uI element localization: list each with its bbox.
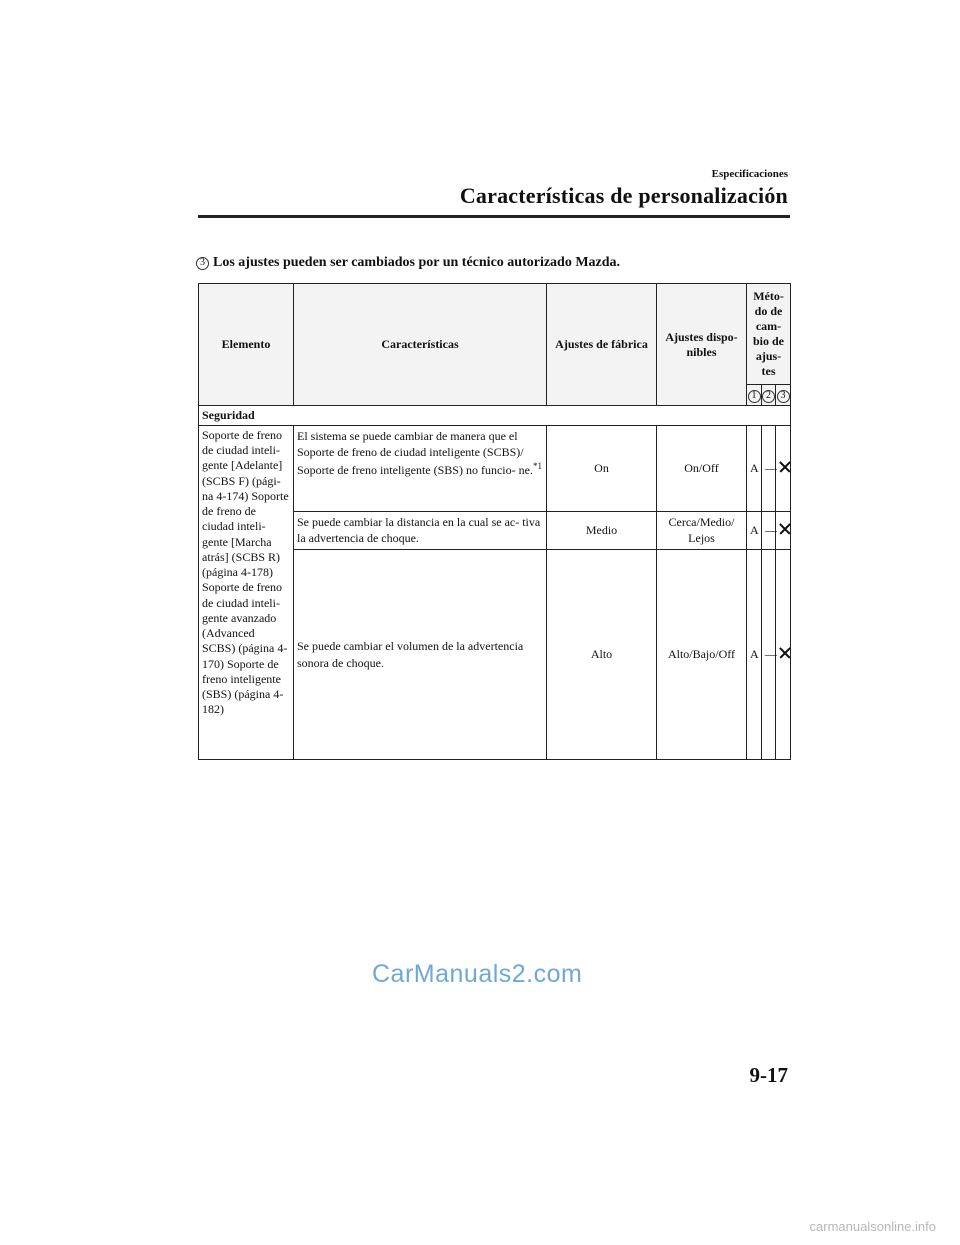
settings-table xyxy=(198,283,791,760)
note-line xyxy=(196,255,620,271)
cell-method-3 xyxy=(776,550,791,760)
cell-fabrica: Medio xyxy=(547,512,657,550)
cell-method-3 xyxy=(776,512,791,550)
page-number: 9-17 xyxy=(749,1063,788,1087)
cell-fabrica: Alto xyxy=(547,550,657,760)
cell-method-1: A xyxy=(747,512,762,550)
section-label: Especificaciones xyxy=(711,168,788,180)
header-elemento: Elemento xyxy=(199,284,294,406)
cross-icon xyxy=(779,461,791,473)
section-seguridad: Seguridad xyxy=(199,406,791,426)
header-divider xyxy=(198,215,790,218)
header-metodo: Méto- do de cam- bio de ajus- tes xyxy=(747,284,791,385)
cell-fabrica: On xyxy=(547,426,657,512)
cell-method-2: — xyxy=(762,550,776,760)
circled-number-icon: 3 xyxy=(196,257,209,270)
method-col-2 xyxy=(762,385,776,406)
note-text: Los ajustes pueden ser cambiados por un técnico autorizado Mazda. xyxy=(213,255,621,270)
header-caracteristicas: Características xyxy=(294,284,547,406)
cell-caracteristica: Se puede cambiar el volumen de la advertencia sonora de choque. xyxy=(294,550,547,760)
cell-method-2: — xyxy=(762,426,776,512)
circled-number-icon: 2 xyxy=(762,390,775,403)
cell-method-1: A xyxy=(747,550,762,760)
table-section-row xyxy=(199,406,791,426)
header-ajustes-disponibles: Ajustes dispo- nibles xyxy=(657,284,747,406)
cell-disponibles: On/Off xyxy=(657,426,747,512)
table-row xyxy=(199,426,791,512)
page-title: Características de personalización xyxy=(459,183,788,208)
header-ajustes-fabrica: Ajustes de fábrica xyxy=(547,284,657,406)
cell-elemento: Soporte de freno de ciudad inteli- gente [Adelante] (SCBS F) (pági- na 4-174) Soporte de freno de ciudad inteli- gente [Marcha atrás] (SCBS R) (página 4-178) Soporte de freno de ciudad inteli- gente avanzado (Advanced SCBS) (página 4-170) Soporte de freno inteligente (SBS) (página 4-182) xyxy=(199,426,294,760)
cross-icon xyxy=(779,523,791,535)
cell-method-1: A xyxy=(747,426,762,512)
circled-number-icon: 1 xyxy=(748,390,761,403)
cross-icon xyxy=(779,647,791,659)
cell-caracteristica: Se puede cambiar la distancia en la cual se ac- tiva la advertencia de choque. xyxy=(294,512,547,550)
cell-disponibles: Alto/Bajo/Off xyxy=(657,550,747,760)
footer-watermark: carmanualsonline.info xyxy=(809,1219,936,1234)
circled-number-icon: 3 xyxy=(777,390,790,403)
table-header-row xyxy=(199,284,791,385)
cell-disponibles: Cerca/Medio/ Lejos xyxy=(657,512,747,550)
cell-caracteristica: El sistema se puede cambiar de manera que el Soporte de freno de ciudad inteligente (SCBS)/ Soporte de freno inteligente (SBS) no funcio- ne.$^{*1}$ xyxy=(294,426,547,512)
watermark-logo: CarManuals2.com xyxy=(372,960,583,988)
cell-method-2: — xyxy=(762,512,776,550)
method-col-1 xyxy=(747,385,762,406)
cell-method-3 xyxy=(776,426,791,512)
method-col-3 xyxy=(776,385,791,406)
